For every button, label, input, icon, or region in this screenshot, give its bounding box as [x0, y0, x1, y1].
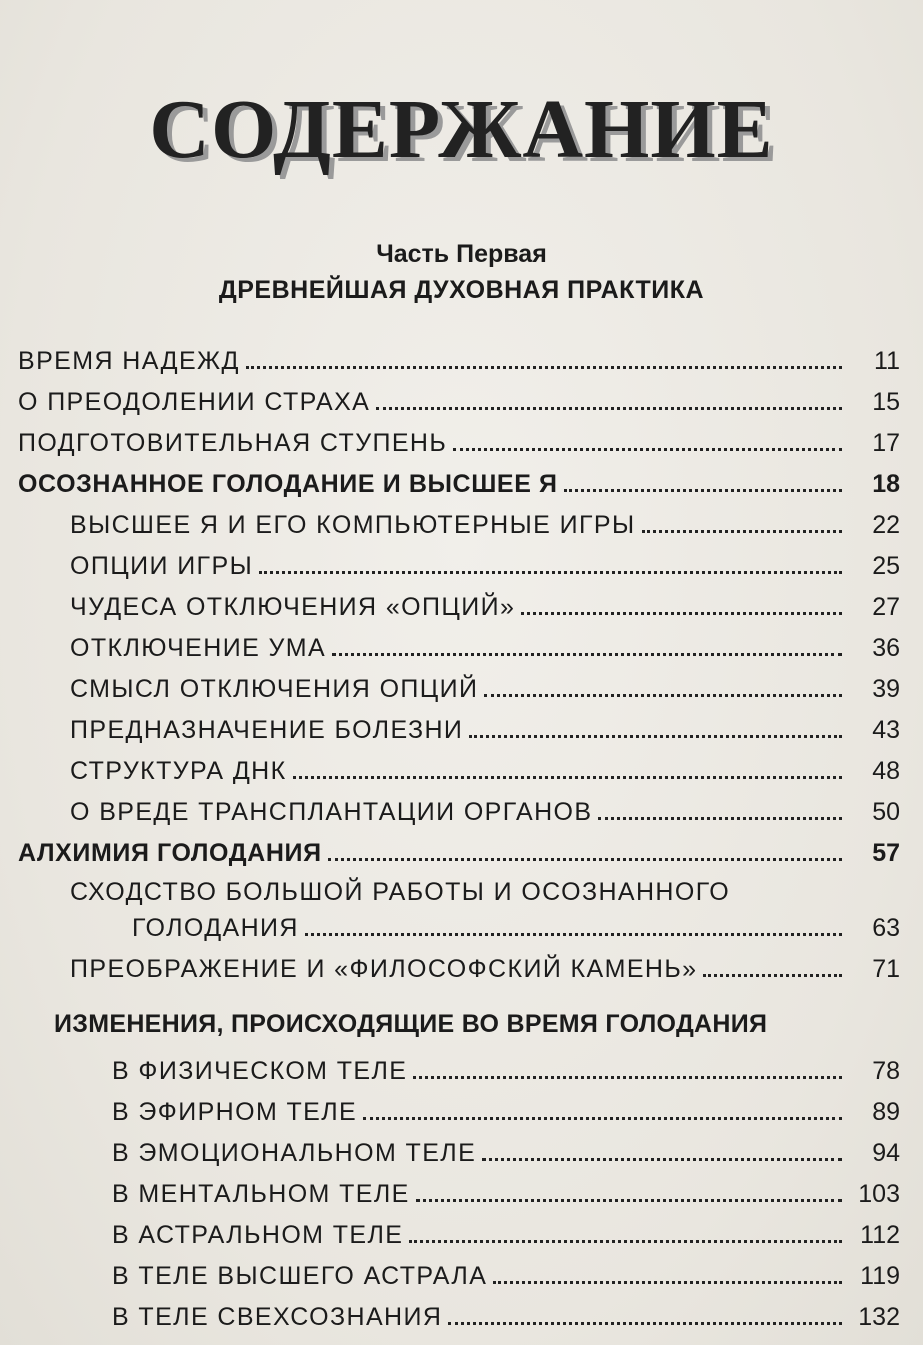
dot-leader: [482, 1158, 842, 1161]
toc-entry-page: 63: [872, 914, 900, 942]
toc-entry-title: ПРЕОБРАЖЕНИЕ И «ФИЛОСОФСКИЙ КАМЕНЬ»: [70, 955, 698, 983]
dot-leader: [642, 530, 842, 533]
toc-entry-title: ОТКЛЮЧЕНИЕ УМА: [70, 634, 327, 662]
toc-entry-page: 57: [872, 839, 900, 867]
dot-leader: [259, 571, 842, 574]
toc-entry: [112, 1091, 900, 1125]
dot-leader: [493, 1281, 842, 1284]
toc-entry-title: В ТЕЛЕ СВЕХСОЗНАНИЯ: [112, 1303, 443, 1331]
toc-entry-page: 94: [872, 1139, 900, 1167]
toc-entry-title: ЧУДЕСА ОТКЛЮЧЕНИЯ «ОПЦИЙ»: [70, 593, 516, 621]
toc-entry-title: В ФИЗИЧЕСКОМ ТЕЛЕ: [112, 1057, 408, 1085]
toc-entry-page: 11: [874, 347, 900, 375]
section-heading: ИЗМЕНЕНИЯ, ПРОИСХОДЯЩИЕ ВО ВРЕМЯ ГОЛОДАНИЯ: [54, 1010, 768, 1038]
toc-entry: [112, 1214, 900, 1248]
page-title: СОДЕРЖАНИЕ: [149, 83, 774, 176]
toc-entry-title: В ЭФИРНОМ ТЕЛЕ: [112, 1098, 358, 1126]
toc-entry: [112, 1296, 900, 1330]
toc-entry: [112, 1050, 900, 1084]
toc-entry: [70, 504, 900, 538]
toc-entry-title: ОПЦИИ ИГРЫ: [70, 552, 254, 580]
toc-entry-title: В МЕНТАЛЬНОМ ТЕЛЕ: [112, 1180, 410, 1208]
toc-entry: [18, 422, 900, 456]
dot-leader: [521, 612, 842, 615]
toc-entry: [70, 586, 900, 620]
dot-leader: [413, 1076, 842, 1079]
toc-entry: [70, 668, 900, 702]
toc-entry-page: 132: [858, 1303, 900, 1331]
toc-entry-page: 89: [872, 1098, 900, 1126]
toc-entry-page: 36: [872, 634, 900, 662]
dot-leader: [703, 974, 842, 977]
dot-leader: [376, 407, 842, 410]
dot-leader: [363, 1117, 842, 1120]
toc-entry: [18, 340, 900, 374]
toc-entry: [112, 1255, 900, 1289]
toc-entry-page: 22: [872, 511, 900, 539]
toc-entry-title-line1: СХОДСТВО БОЛЬШОЙ РАБОТЫ И ОСОЗНАННОГО: [70, 878, 731, 906]
toc-entry: [70, 709, 900, 743]
dot-leader: [305, 933, 842, 936]
toc-entry-title: О ПРЕОДОЛЕНИИ СТРАХА: [18, 388, 371, 416]
dot-leader: [484, 694, 842, 697]
toc-entry-title: В ТЕЛЕ ВЫСШЕГО АСТРАЛА: [112, 1262, 488, 1290]
dot-leader: [598, 817, 842, 820]
toc-entry-page: 25: [872, 552, 900, 580]
toc-entry-title: АЛХИМИЯ ГОЛОДАНИЯ: [18, 839, 322, 867]
dot-leader: [293, 776, 842, 779]
toc-entry: [70, 627, 900, 661]
dot-leader: [328, 858, 842, 861]
dot-leader: [448, 1322, 842, 1325]
toc-entry-page: 27: [872, 593, 900, 621]
toc-entry-title: В ЭМОЦИОНАЛЬНОМ ТЕЛЕ: [112, 1139, 477, 1167]
toc-entry: [70, 545, 900, 579]
toc-entry-page: 78: [872, 1057, 900, 1085]
toc-entry-title: О ВРЕДЕ ТРАНСПЛАНТАЦИИ ОРГАНОВ: [70, 798, 593, 826]
toc-entry-page: 112: [860, 1221, 900, 1249]
dot-leader: [453, 448, 842, 451]
toc-entry-title: СТРУКТУРА ДНК: [70, 757, 287, 785]
toc-entry-title: ПРЕДНАЗНАЧЕНИЕ БОЛЕЗНИ: [70, 716, 464, 744]
part-label: Часть Первая: [376, 240, 547, 268]
toc-entry-page: 103: [858, 1180, 900, 1208]
toc-chapter: [18, 463, 900, 497]
dot-leader: [246, 366, 842, 369]
toc-entry-title: В АСТРАЛЬНОМ ТЕЛЕ: [112, 1221, 404, 1249]
dot-leader: [416, 1199, 842, 1202]
toc-entry-page: 71: [872, 955, 900, 983]
toc-entry-page: 43: [872, 716, 900, 744]
dot-leader: [409, 1240, 842, 1243]
toc-entry: [18, 381, 900, 415]
toc-entry-title: ВЫСШЕЕ Я И ЕГО КОМПЬЮТЕРНЫЕ ИГРЫ: [70, 511, 636, 539]
toc-entry-title: ГОЛОДАНИЯ: [132, 914, 299, 942]
toc-entry-page: 39: [872, 675, 900, 703]
dot-leader: [564, 489, 842, 492]
toc-entry-page: 50: [872, 798, 900, 826]
toc-entry: [112, 1173, 900, 1207]
toc-entry-title: ВРЕМЯ НАДЕЖД: [18, 347, 240, 375]
toc-entry-title: ОСОЗНАННОЕ ГОЛОДАНИЕ И ВЫСШЕЕ Я: [18, 470, 558, 498]
toc-entry: [70, 791, 900, 825]
toc-entry: [70, 948, 900, 982]
toc-entry: [132, 907, 900, 941]
toc-entry-page: 119: [860, 1262, 900, 1290]
toc-entry-page: 15: [872, 388, 900, 416]
toc-entry-page: 48: [872, 757, 900, 785]
toc-entry-page: 18: [872, 470, 900, 498]
dot-leader: [332, 653, 842, 656]
part-title: ДРЕВНЕЙШАЯ ДУХОВНАЯ ПРАКТИКА: [218, 276, 705, 304]
toc-entry-title: СМЫСЛ ОТКЛЮЧЕНИЯ ОПЦИЙ: [70, 675, 479, 703]
toc-entry: [112, 1132, 900, 1166]
dot-leader: [469, 735, 842, 738]
toc-entry-page: 17: [872, 429, 900, 457]
toc-chapter: [18, 832, 900, 866]
toc-entry: [70, 750, 900, 784]
toc-entry-title: ПОДГОТОВИТЕЛЬНАЯ СТУПЕНЬ: [18, 429, 448, 457]
